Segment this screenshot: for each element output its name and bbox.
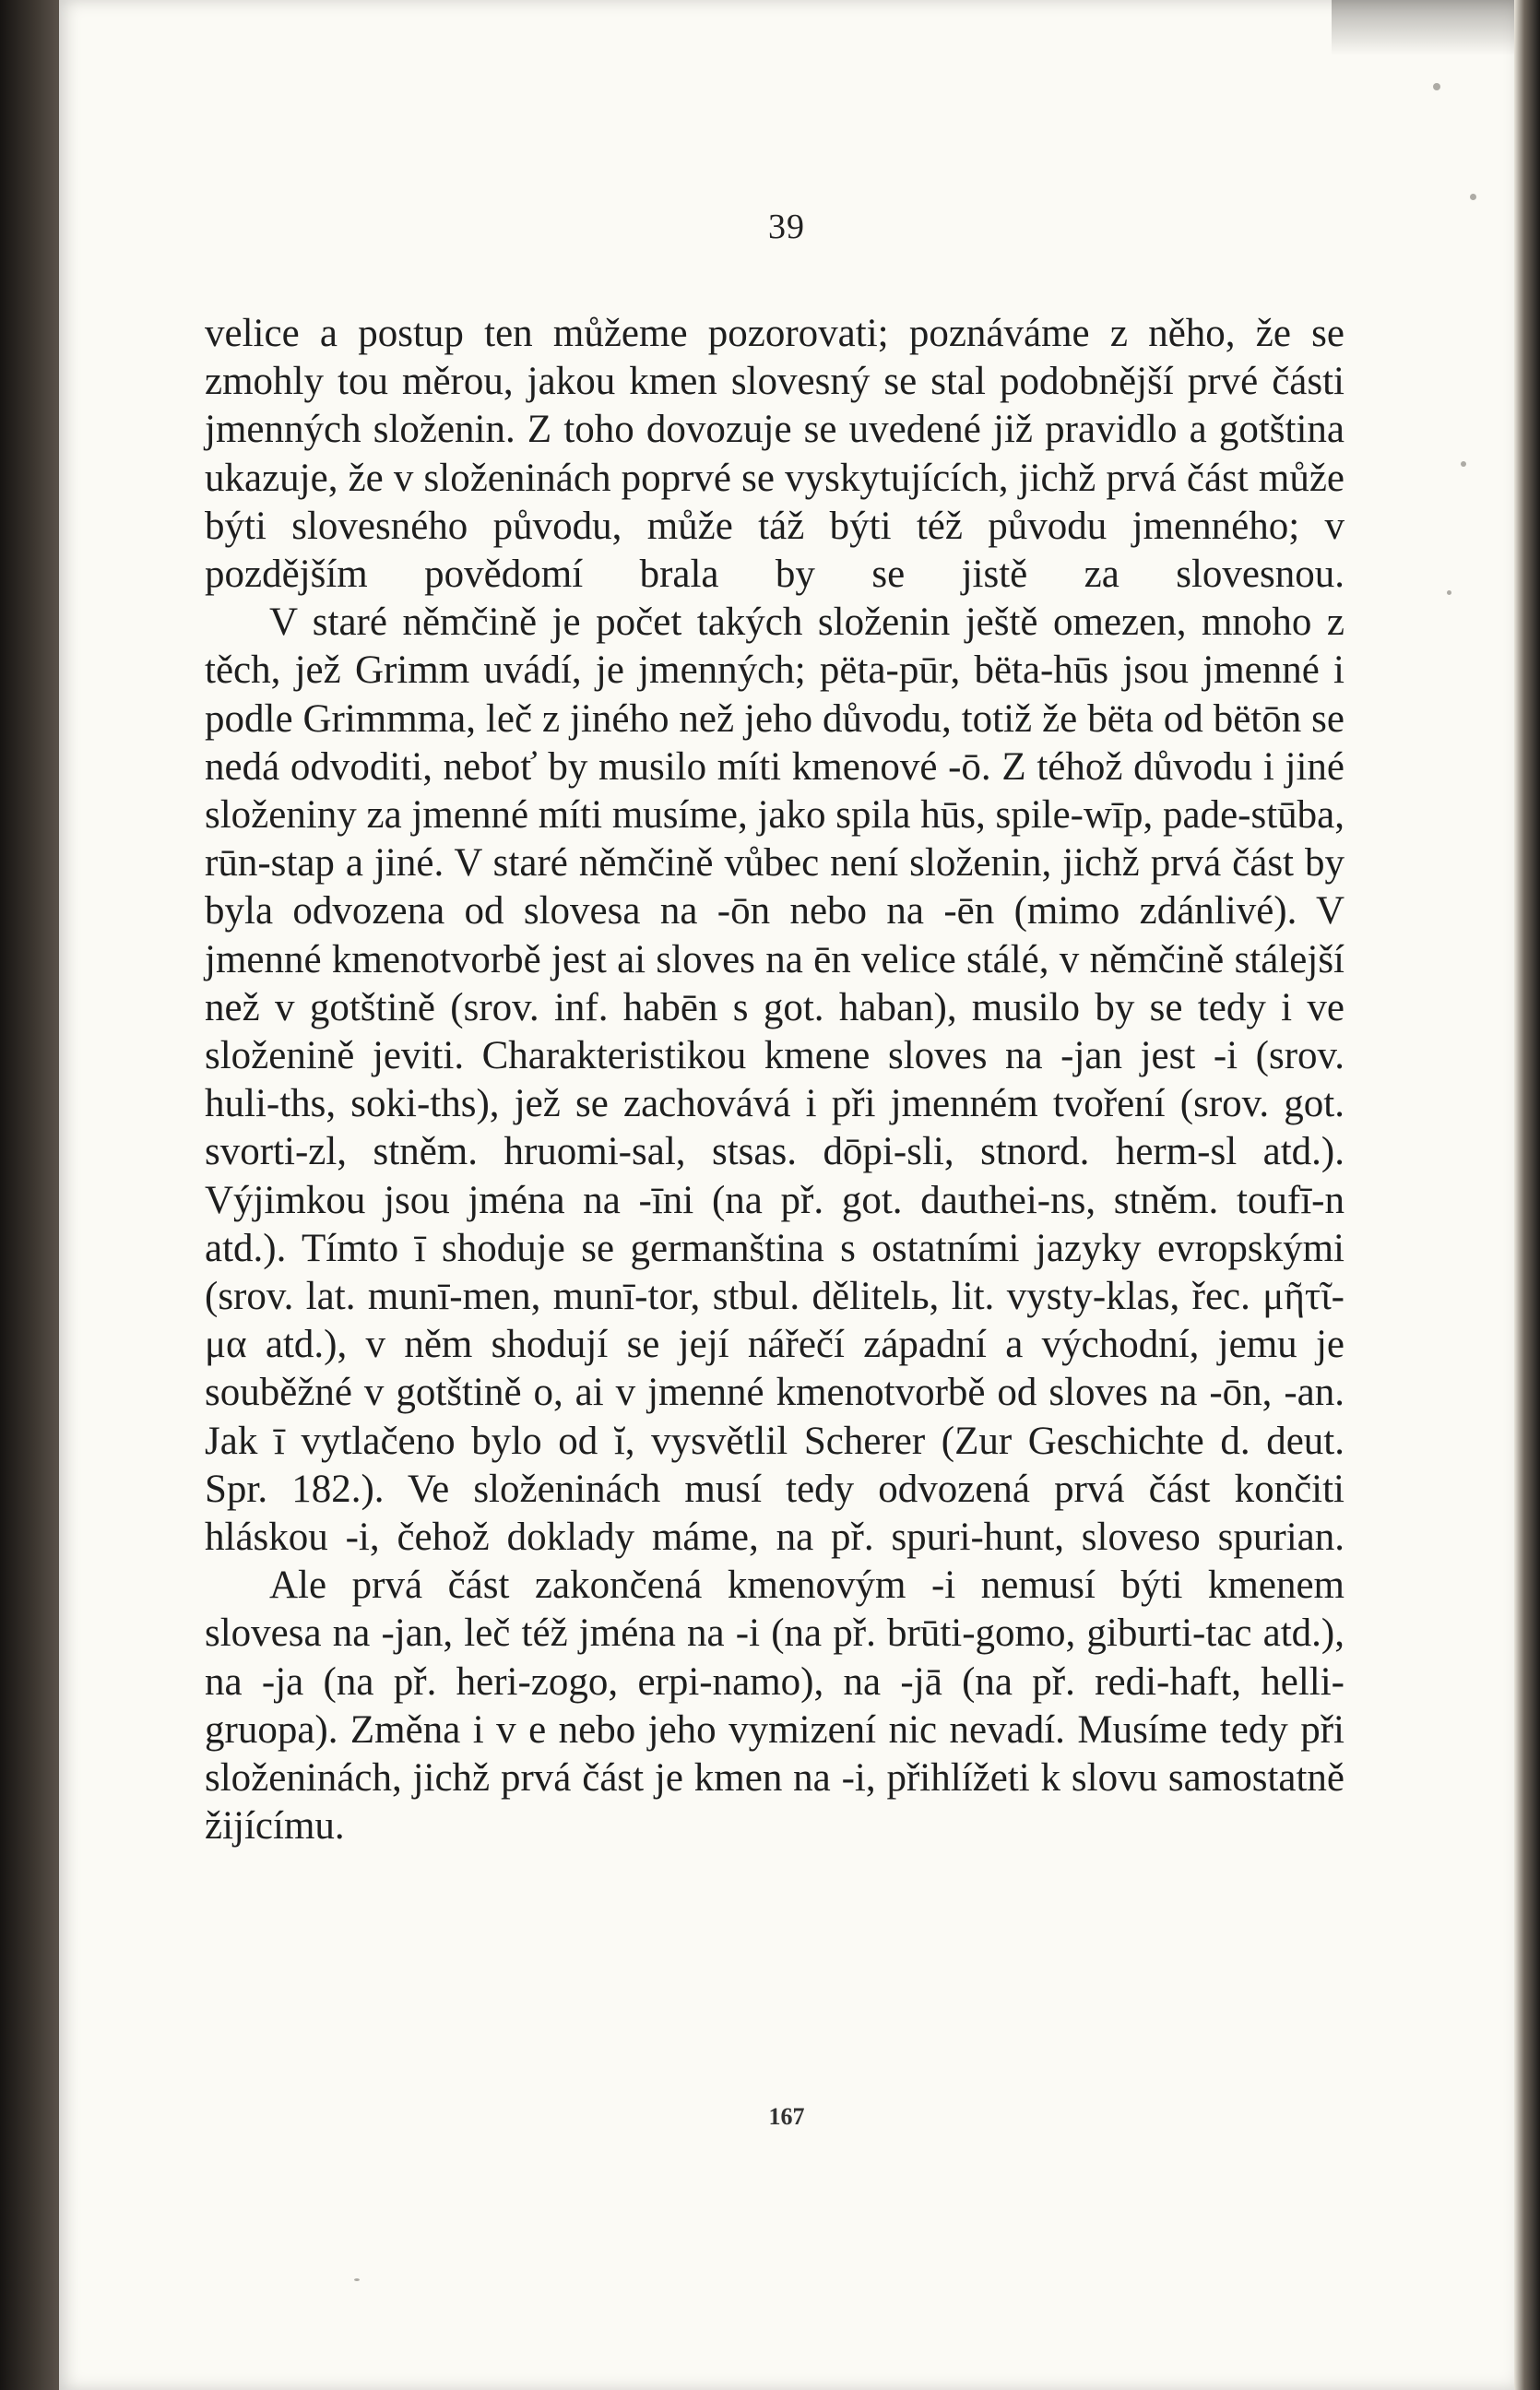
book-page	[59, 0, 1514, 2390]
paragraph-1: velice a postup ten můžeme pozorovati; poznáváme z něho, že se zmohly tou měrou, jakou kmen slovesný se stal podobnější prvé části jmenných složenin. Z toho dovozuje se uvedené již pravidlo a gotština ukazuje, že v složeninách poprvé se vyskytujících, jichž prvá část může býti slovesného původu, může táž býti též původu jmenného; v pozdějším povědomí brala by se jistě za slovesnou.	[205, 312, 1345, 597]
paper-speck	[1447, 590, 1451, 595]
page-number: 39	[768, 208, 805, 246]
paragraph-2: V staré němčině je počet takých složenin ještě omezen, mnoho z těch, jež Grimm uvádí, je jmenných; pëta-pūr, bëta-hūs jsou jmenné i podle Grimmma, leč z jiného než jeho důvodu, totiž že bëta od bëtōn se nedá odvoditi, neboť by musilo míti kmenové -ō. Z téhož důvodu i jiné složeniny za jmenné míti musíme, jako spila hūs, spile-wīp, pade-stūba, rūn-stap a jiné. V staré němčině vůbec není složenin, jichž prvá část by byla odvozena od slovesa na -ōn nebo na -ēn (mimo zdánlivé). V jmenné kmenotvorbě jest ai sloves na ēn velice stálé, v němčině stálejší než v gotštině (srov. inf. habēn s got. haban), musilo by se tedy i ve složenině jeviti. Charakteristikou kmene sloves na -jan jest -i (srov. huli-ths, soki-ths), jež se zachovává i při jmenném tvoření (srov. got. svorti-zl, stněm. hruomi-sal, stsas. dōpi-sli, stnord. herm-sl atd.). Výjimkou jsou jména na -īni (na př. got. dauthei-ns, stněm. toufī-n atd.). Tímto ī shoduje se germanština s ostatními jazyky evropskými (srov. lat. munī-men, munī-tor, stbul. dělitelь, lit. vysty-klas, řec. μῆτῖ-μα atd.), v něm shodují se její nářečí západní a východní, jemu je souběžné v gotštině o, ai v jmenné kmenotvorbě od sloves na -ōn, -an. Jak ī vytlačeno bylo od ĭ, vysvětlil Scherer (Zur Geschichte d. deut. Spr. 182.). Ve složeninách musí tedy odvozená prvá část končiti hláskou -i, čehož doklady máme, na př. spuri-hunt, sloveso spurian.	[205, 600, 1345, 1560]
signature-number: 167	[768, 2103, 805, 2130]
paper-speck	[1470, 194, 1476, 200]
paper-speck	[1433, 83, 1440, 90]
body-text	[205, 310, 1345, 1851]
scan-left-edge	[0, 0, 59, 2390]
paragraph-3: Ale prvá část zakončená kmenovým -i nemusí býti kmenem slovesa na -jan, leč též jména na -i (na př. brūti-gomo, giburti-tac atd.), na -ja (na př. heri-zogo, erpi-namo), na -jā (na př. redi-haft, helli-gruopa). Změna i v e nebo jeho vymizení nic nevadí. Musíme tedy při složeninách, jichž prvá část je kmen na -i, přihlížeti k slovu samostatně žijícímu.	[205, 1564, 1345, 1849]
paper-speck	[354, 2278, 360, 2281]
scan-right-edge	[1514, 0, 1540, 2390]
scan-shadow	[1332, 0, 1514, 55]
paper-speck	[1461, 461, 1466, 467]
